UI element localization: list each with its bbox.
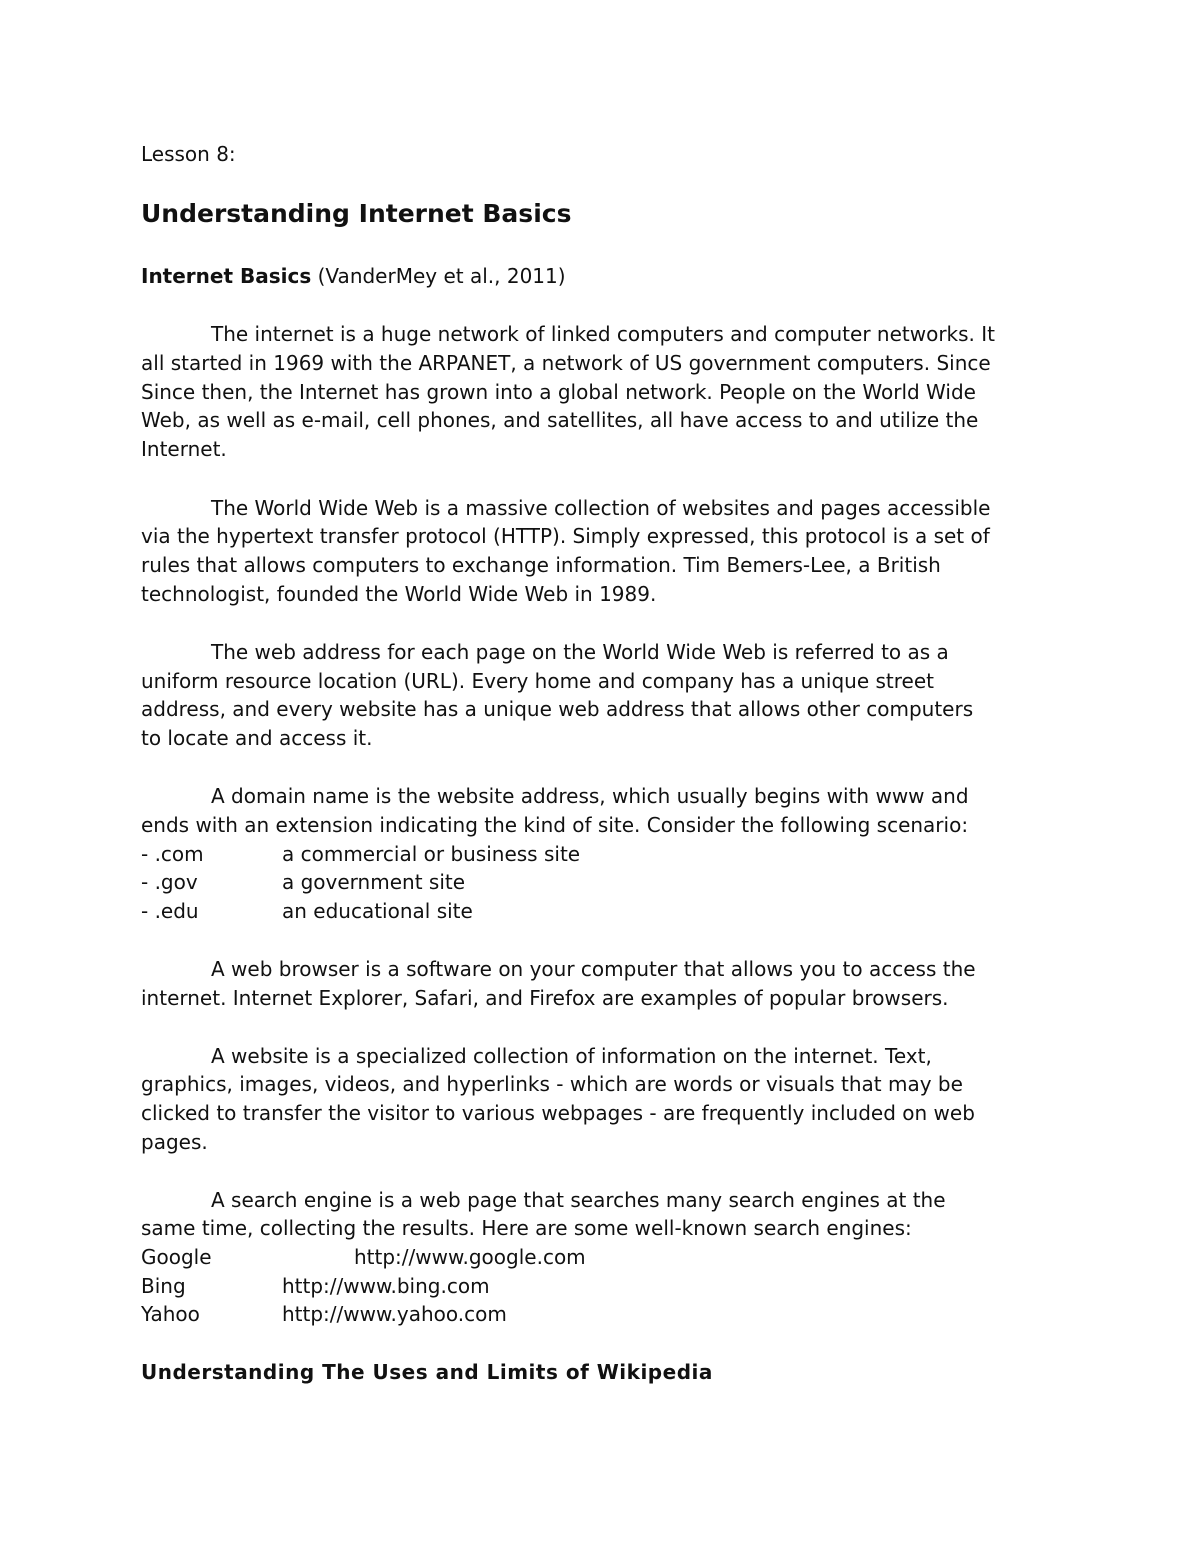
paragraph-line: A website is a specialized collection of information on the internet. Text, xyxy=(211,1044,932,1068)
section-heading-line xyxy=(141,262,566,290)
section-heading: Internet Basics xyxy=(141,264,312,288)
paragraph-line: address, and every website has a unique web address that allows other computers xyxy=(141,697,974,721)
search-engine-url: http://www.bing.com xyxy=(282,1274,490,1298)
search-engine-name: Yahoo xyxy=(141,1302,200,1326)
paragraph-line: Since then, the Internet has grown into a global network. People on the World Wide xyxy=(141,380,976,404)
section-citation: (VanderMey et al., 2011) xyxy=(317,264,566,288)
domain-list-item xyxy=(141,868,466,896)
search-engine-item xyxy=(141,1243,586,1271)
paragraph-line: internet. Internet Explorer, Safari, and Firefox are examples of popular browsers. xyxy=(141,986,949,1010)
paragraph-line: ends with an extension indicating the kind of site. Consider the following scenario: xyxy=(141,813,969,837)
lesson-label: Lesson 8: xyxy=(141,142,236,166)
search-engine-item xyxy=(141,1300,507,1328)
search-engine-url: http://www.google.com xyxy=(354,1245,586,1269)
paragraph-line: Web, as well as e-mail, cell phones, and satellites, all have access to and utilize the xyxy=(141,408,979,432)
paragraph-line: clicked to transfer the visitor to various webpages - are frequently included on web xyxy=(141,1101,975,1125)
domain-extension: - .gov xyxy=(141,870,198,894)
domain-list-item xyxy=(141,840,581,868)
paragraph-line: The web address for each page on the World Wide Web is referred to as a xyxy=(211,640,949,664)
search-engine-item xyxy=(141,1272,490,1300)
domain-description: a commercial or business site xyxy=(282,842,581,866)
paragraph-line: The World Wide Web is a massive collection of websites and pages accessible xyxy=(211,496,991,520)
search-engine-name: Google xyxy=(141,1245,212,1269)
paragraph-line: all started in 1969 with the ARPANET, a network of US government computers. Since xyxy=(141,351,991,375)
search-engine-name: Bing xyxy=(141,1274,186,1298)
domain-description: an educational site xyxy=(282,899,473,923)
domain-list-item xyxy=(141,897,473,925)
paragraph-line: same time, collecting the results. Here are some well-known search engines: xyxy=(141,1216,912,1240)
paragraph-line: rules that allows computers to exchange information. Tim Bemers-Lee, a British xyxy=(141,553,941,577)
paragraph-line: The internet is a huge network of linked computers and computer networks. It xyxy=(211,322,995,346)
search-engine-url: http://www.yahoo.com xyxy=(282,1302,507,1326)
paragraph-line: A domain name is the website address, which usually begins with www and xyxy=(211,784,969,808)
paragraph-line: technologist, founded the World Wide Web in 1989. xyxy=(141,582,657,606)
page-title: Understanding Internet Basics xyxy=(141,199,572,228)
domain-extension: - .edu xyxy=(141,899,199,923)
next-section-heading: Understanding The Uses and Limits of Wikipedia xyxy=(141,1360,713,1384)
paragraph-line: A web browser is a software on your computer that allows you to access the xyxy=(211,957,976,981)
domain-description: a government site xyxy=(282,870,466,894)
paragraph-line: Internet. xyxy=(141,437,227,461)
paragraph-line: pages. xyxy=(141,1130,208,1154)
paragraph-line: to locate and access it. xyxy=(141,726,373,750)
domain-extension: - .com xyxy=(141,842,204,866)
paragraph-line: A search engine is a web page that searches many search engines at the xyxy=(211,1188,946,1212)
paragraph-line: via the hypertext transfer protocol (HTTP). Simply expressed, this protocol is a set of xyxy=(141,524,990,548)
paragraph-line: graphics, images, videos, and hyperlinks - which are words or visuals that may be xyxy=(141,1072,963,1096)
paragraph-line: uniform resource location (URL). Every home and company has a unique street xyxy=(141,669,934,693)
